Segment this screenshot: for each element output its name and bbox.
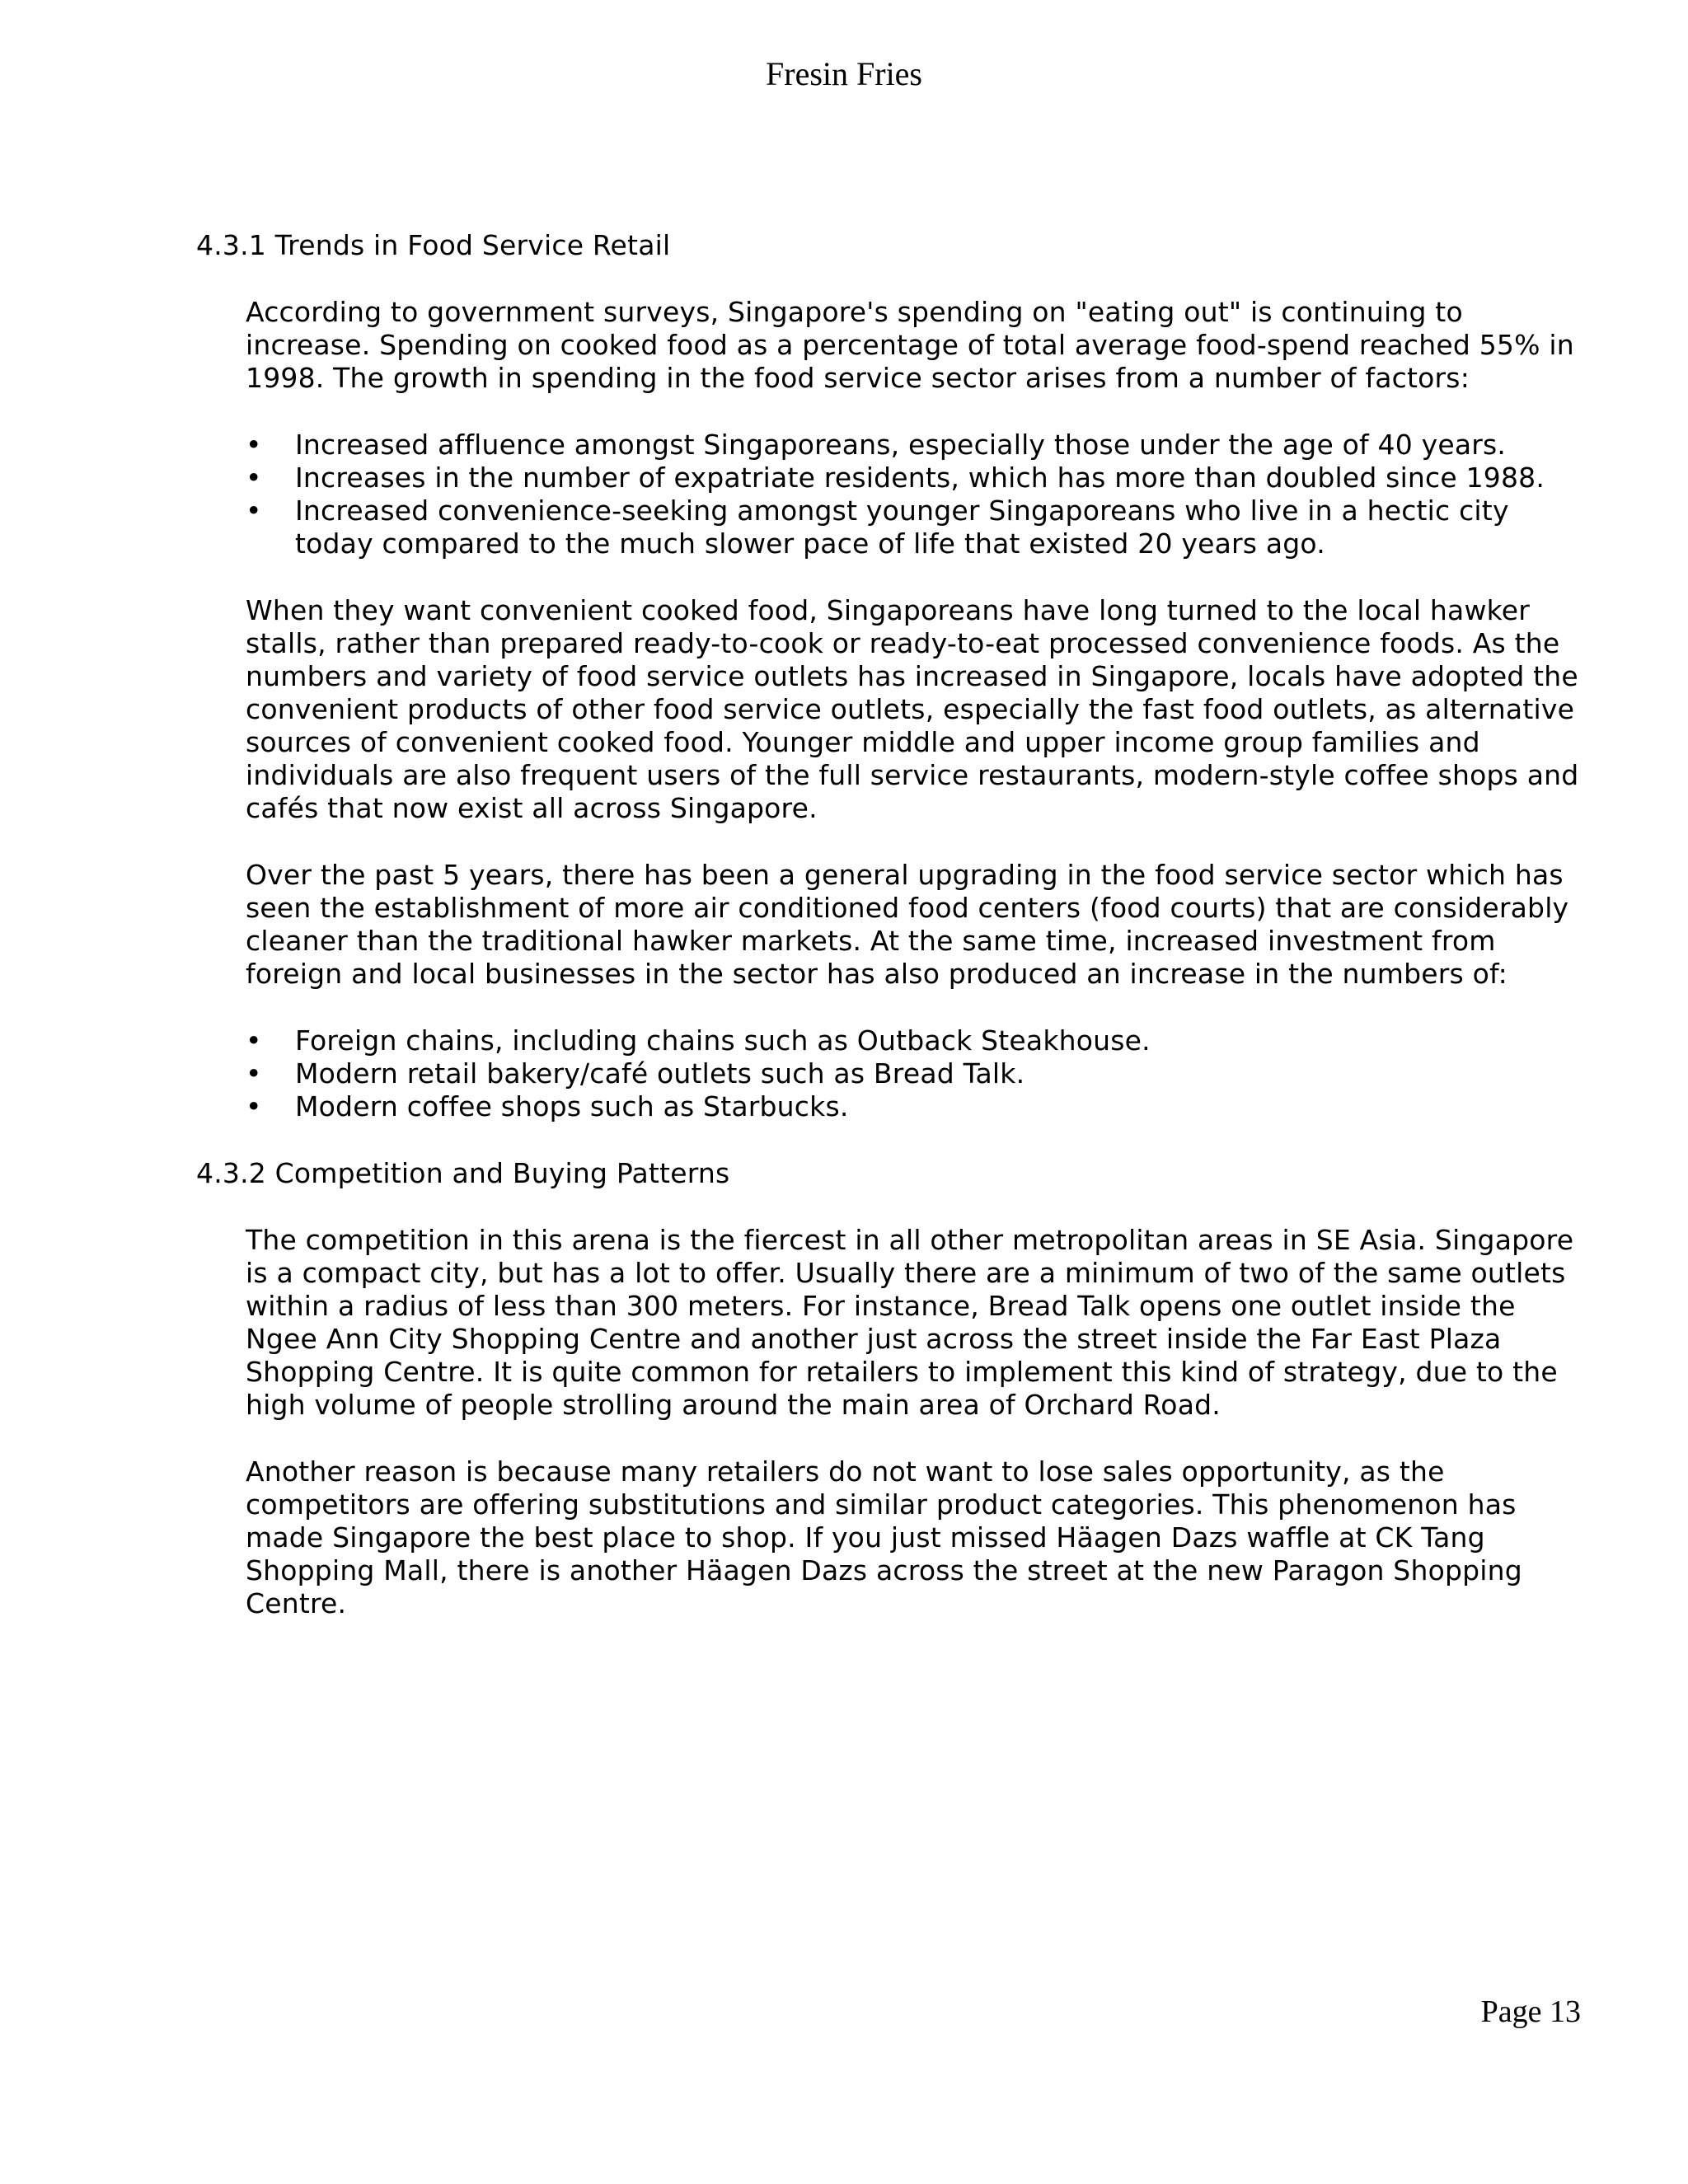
section-body-competition xyxy=(246,1224,1581,1620)
bullet-icon: • xyxy=(246,1024,262,1057)
list-item xyxy=(246,462,1581,494)
bullet-list-factors xyxy=(246,429,1581,560)
section-body-trends xyxy=(246,296,1581,1123)
document-body xyxy=(196,229,1581,1654)
bullet-icon: • xyxy=(246,429,262,461)
list-item-text: Modern retail bakery/café outlets such as Bread Talk. xyxy=(295,1057,1025,1090)
page-header-title: Fresin Fries xyxy=(766,55,922,92)
list-item xyxy=(246,429,1581,462)
paragraph: When they want convenient cooked food, Singaporeans have long turned to the local hawker stalls, rather than prepared ready-to-cook or ready-to-eat processed convenience foods. As the numbers and variety of food service outlets has increased in Singapore, locals have adopted the convenient products of other food service outlets, especially the fast food outlets, as alternative sources of convenient cooked food. Younger middle and upper income group families and individuals are also frequent users of the full service restaurants, modern-style coffee shops and cafés that now exist all across Singapore. xyxy=(246,594,1579,824)
bullet-icon: • xyxy=(246,494,262,527)
list-item-text: Increases in the number of expatriate residents, which has more than doubled since 1988. xyxy=(295,462,1545,494)
list-item-text: Increased convenience-seeking amongst younger Singaporeans who live in a hectic city today compared to the much slower pace of life that existed 20 years ago. xyxy=(295,494,1509,560)
list-item-text: Foreign chains, including chains such as Outback Steakhouse. xyxy=(295,1024,1151,1057)
list-item xyxy=(246,1090,1581,1123)
list-item-text: Modern coffee shops such as Starbucks. xyxy=(295,1090,849,1122)
section-heading-competition: 4.3.2 Competition and Buying Patterns xyxy=(196,1157,730,1189)
bullet-icon: • xyxy=(246,1090,262,1122)
page-number: Page 13 xyxy=(1480,1994,1581,2029)
paragraph: The competition in this arena is the fiercest in all other metropolitan areas in SE Asia. Singapore is a compact city, but has a lot to offer. Usually there are a minimum of two of the same outlets within a radius of less than 300 meters. For instance, Bread Talk opens one outlet inside the Ngee Ann City Shopping Centre and another just across the street inside the Far East Plaza Shopping Centre. It is quite common for retailers to implement this kind of strategy, due to the high volume of people strolling around the main area of Orchard Road. xyxy=(246,1224,1574,1421)
bullet-icon: • xyxy=(246,1057,262,1090)
list-item-text: Increased affluence amongst Singaporeans, especially those under the age of 40 years. xyxy=(295,429,1507,461)
paragraph: Another reason is because many retailers do not want to lose sales opportunity, as the competitors are offering substitutions and similar product categories. This phenomenon has made Singapore the best place to shop. If you just missed Häagen Dazs waffle at CK Tang Shopping Mall, there is another Häagen Dazs across the street at the new Paragon Shopping Centre. xyxy=(246,1455,1522,1619)
list-item xyxy=(246,1024,1581,1057)
list-item xyxy=(246,494,1581,560)
paragraph: Over the past 5 years, there has been a general upgrading in the food service sector which has seen the establishment of more air conditioned food centers (food courts) that are considerably cleaner than the traditional hawker markets. At the same time, increased investment from foreign and local businesses in the sector has also produced an increase in the numbers of: xyxy=(246,859,1569,990)
list-item xyxy=(246,1057,1581,1090)
paragraph: According to government surveys, Singapore's spending on "eating out" is continuing to increase. Spending on cooked food as a percentage of total average food-spend reached 55% in 1998. The growth in spending in the food service sector arises from a number of factors: xyxy=(246,296,1574,394)
bullet-list-outlets xyxy=(246,1024,1581,1123)
section-heading-trends: 4.3.1 Trends in Food Service Retail xyxy=(196,229,671,261)
bullet-icon: • xyxy=(246,462,262,494)
